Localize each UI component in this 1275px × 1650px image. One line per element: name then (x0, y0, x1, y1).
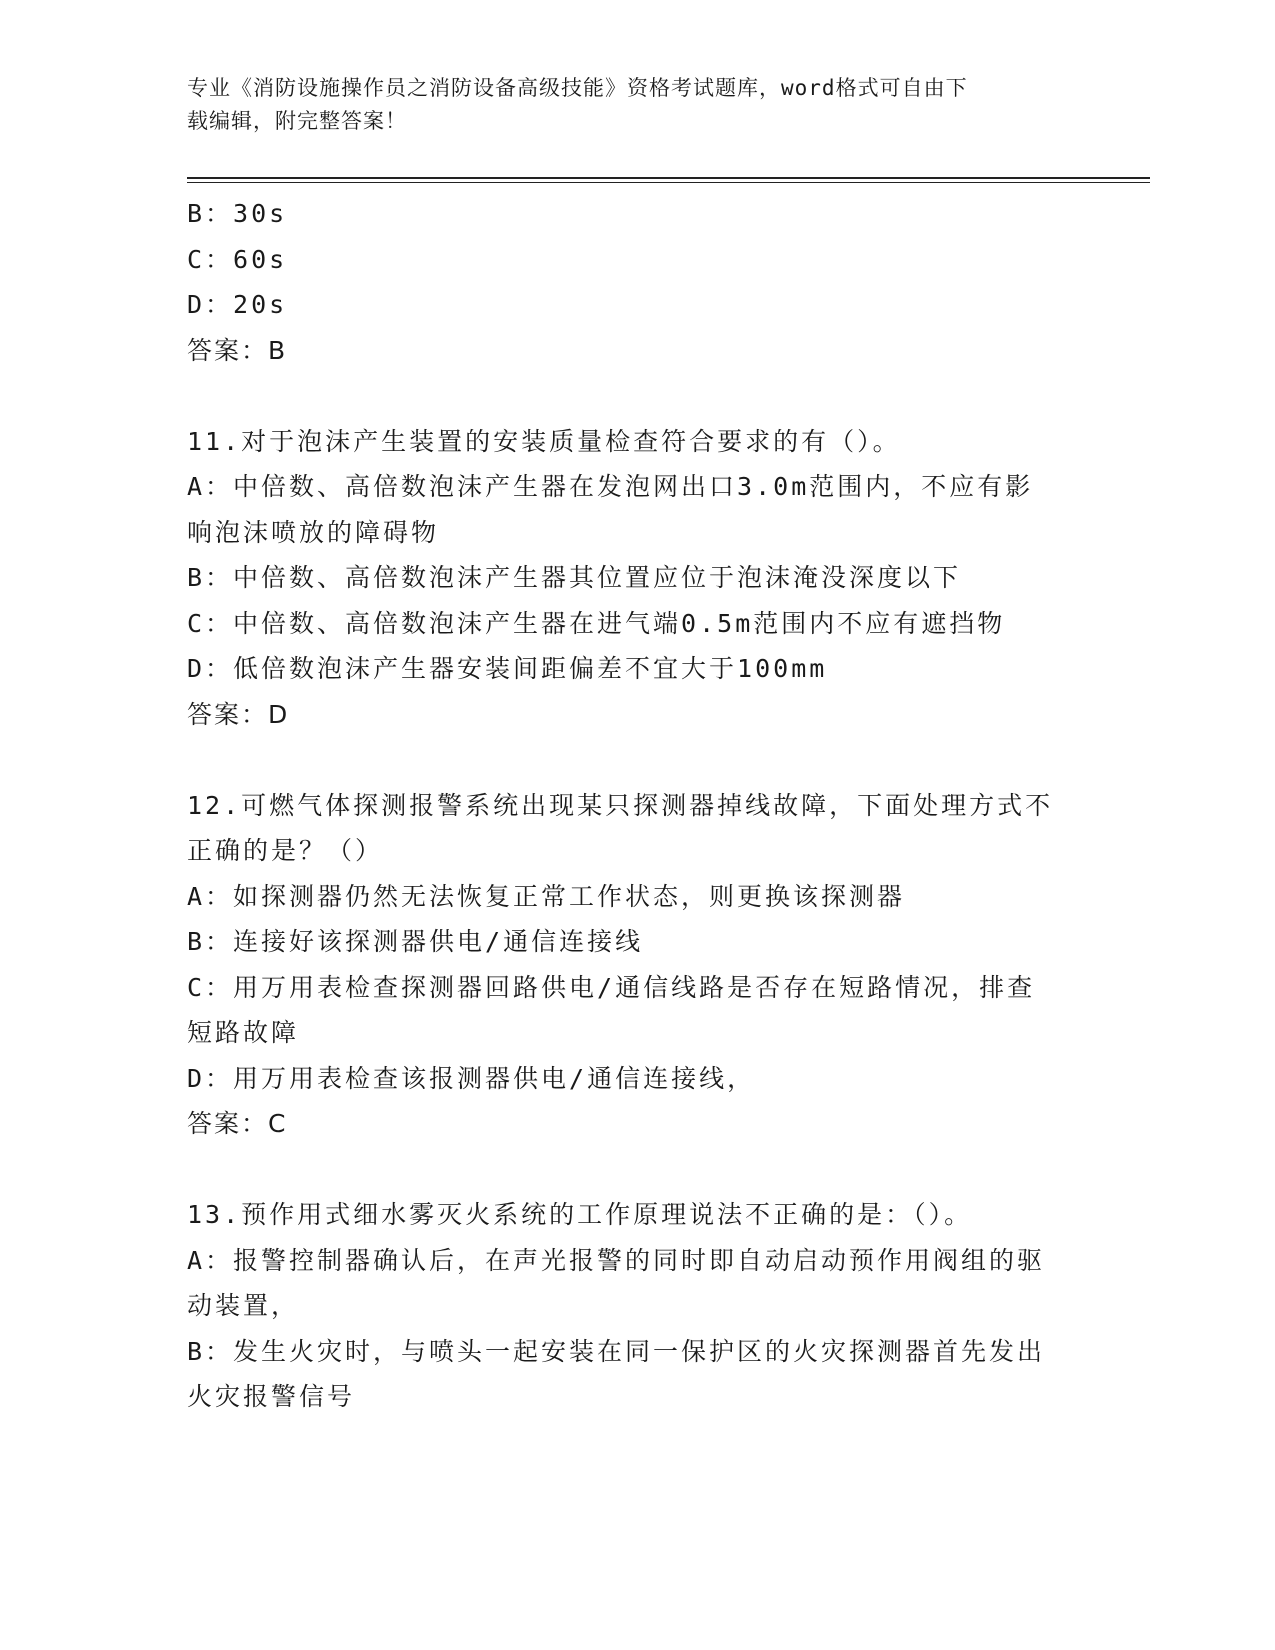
spacer (187, 373, 1087, 419)
option-a-line-2: 动装置， (187, 1291, 300, 1320)
option-b: B：中倍数、高倍数泡沫产生器其位置应位于泡沫淹没深度以下 (187, 563, 962, 592)
option-b-line-2: 火灾报警信号 (187, 1382, 356, 1411)
question-11 (187, 419, 1087, 738)
page-header (187, 72, 1067, 138)
option-b: B：30s (187, 199, 288, 228)
option-d: D：用万用表检查该报测器供电/通信连接线， (187, 1063, 756, 1093)
option-d: D：低倍数泡沫产生器安装间距偏差不宜大于100mm (187, 654, 828, 683)
question-10-tail (187, 191, 1087, 373)
option-c-line-1: C：用万用表检查探测器回路供电/通信线路是否存在短路情况，排查 (187, 972, 1036, 1002)
option-a-line-1: A：中倍数、高倍数泡沫产生器在发泡网出口3.0m范围内，不应有影 (187, 472, 1034, 501)
option-d: D：20s (187, 290, 288, 319)
answer: 答案：C (187, 1109, 288, 1138)
question-list (187, 191, 1087, 1420)
option-a-line-1: A：报警控制器确认后，在声光报警的同时即自动启动预作用阀组的驱 (187, 1245, 1046, 1275)
option-b: B：连接好该探测器供电/通信连接线 (187, 927, 644, 956)
question-text-line-1: 12.可燃气体探测报警系统出现某只探测器掉线故障，下面处理方式不 (187, 790, 1054, 820)
question-text: 13.预作用式细水雾灭火系统的工作原理说法不正确的是：（）。 (187, 1200, 973, 1229)
question-12 (187, 783, 1087, 1147)
option-b-line-1: B：发生火灾时，与喷头一起安装在同一保护区的火灾探测器首先发出 (187, 1336, 1046, 1366)
question-text: 11.对于泡沫产生装置的安装质量检查符合要求的有（）。 (187, 426, 901, 456)
answer: 答案：B (187, 335, 288, 365)
header-line-2: 载编辑，附完整答案！ (187, 109, 407, 133)
option-a: A：如探测器仍然无法恢复正常工作状态，则更换该探测器 (187, 881, 906, 911)
header-rule-thin (187, 182, 1150, 183)
header-rule-thick (187, 177, 1150, 179)
option-c: C：60s (187, 244, 288, 274)
question-text-line-2: 正确的是？（） (187, 836, 384, 865)
spacer (187, 1147, 1087, 1193)
spacer (187, 737, 1087, 783)
option-c-line-2: 短路故障 (187, 1018, 300, 1047)
question-13 (187, 1192, 1087, 1420)
answer: 答案：D (187, 699, 290, 729)
header-line-1: 专业《消防设施操作员之消防设备高级技能》资格考试题库，word格式可自由下 (187, 76, 968, 100)
option-c: C：中倍数、高倍数泡沫产生器在进气端0.5m范围内不应有遮挡物 (187, 608, 1006, 638)
option-a-line-2: 响泡沫喷放的障碍物 (187, 517, 440, 547)
